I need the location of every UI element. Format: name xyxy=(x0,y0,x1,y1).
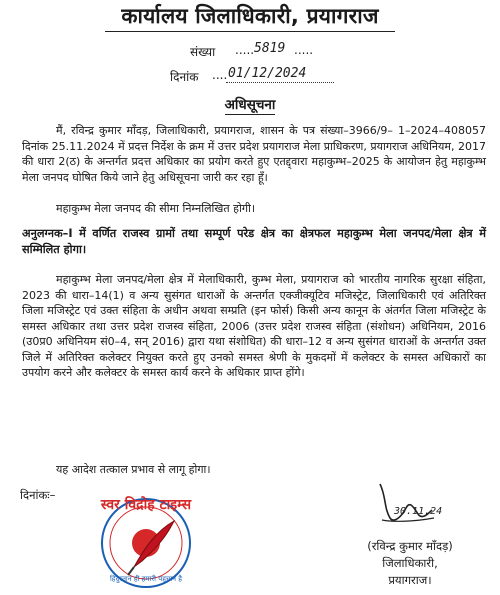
signatory-block xyxy=(330,538,490,589)
paragraph-2: महाकुम्भ मेला जनपद की सीमा निम्नलिखित होगी। xyxy=(56,202,256,215)
notice-heading: अधिसूचना xyxy=(224,97,276,113)
number-value: 5819 xyxy=(254,41,286,56)
date-label: दिनांक xyxy=(170,70,199,84)
handwritten-signature-icon xyxy=(372,478,452,528)
watermark-brand: स्वर विद्रोह टाइम्स xyxy=(100,497,192,513)
paragraph-3: अनुलग्नक–I में वर्णित राजस्व ग्रामों तथा सम्पूर्ण परेड क्षेत्र का क्षेत्रफल महाकुम्भ मेला जनपद/मेला क्षेत्र में सम्मिलित होगा। xyxy=(22,227,486,256)
signature-date: 30.11.24 xyxy=(394,506,443,517)
watermark-logo xyxy=(90,491,202,591)
watermark-tagline: हिंदुस्तान ही हमारी पहचान है xyxy=(109,575,183,583)
date-value: 01/12/2024 xyxy=(228,66,307,81)
paragraph-1: मैं, रविन्द्र कुमार माँदड़, जिलाधिकारी, प्रयागराज, शासन के पत्र संख्या–3966/9– 1–2024–408057 दिनांक 25.11.2024 में प्रदत्त निर्देश के क्रम में उत्तर प्रदेश प्रयागराज मेला प्राधिकरण, प्रयागराज अधिनियम, 2017 की धारा 2(ठ) के अन्तर्गत प्रदत्त अधिकार का प्रयोग करते हुए एतद्द्वारा महाकुम्भ–2025 के आयोजन हेतु महाकुम्भ मेला जनपद घोषित किये जाने हेतु अधिसूचना जारी कर रहा हूँ। xyxy=(22,124,486,184)
signatory-place: प्रयागराज। xyxy=(388,573,432,587)
number-label: संख्या xyxy=(190,45,216,59)
signature xyxy=(372,478,452,528)
paragraph-5: यह आदेश तत्काल प्रभाव से लागू होगा। xyxy=(56,463,211,476)
office-title: कार्यालय जिलाधिकारी, प्रयागराज xyxy=(121,4,379,28)
footer-date-label: दिनांकः– xyxy=(20,488,56,502)
paragraph-4: महाकुम्भ मेला जनपद/मेला क्षेत्र में मेलाधिकारी, कुम्भ मेला, प्रयागराज को भारतीय नागरिक सुरक्षा संहिता, 2023 की धारा–14(1) व अन्य सुसंगत धाराओं के अन्तर्गत एक्जीक्यूटिव मजिस्ट्रेट, जिलाधिकारी एवं अतिरिक्त जिला मजिस्ट्रेट एवं उक्त संहिता के अधीन अथवा सम्प्रति (इन फोर्स) किसी अन्य कानून के अंतर्गत जिला मजिस्ट्रेट के समस्त अधिकार तथा उत्तर प्रदेश राजस्व संहिता, 2006 (उत्तर प्रदेश राजस्व संहिता (संशोधन) अधिनियम, 2016 (उ0प्र0 अधिनियम सं0–4, सन् 2016) द्वारा यथा संशोधित) की धारा–12 व अन्य सुसंगत धाराओं के अन्तर्गत उक्त जिले में अतिरिक्त कलेक्टर नियुक्त करते हुए उनको समस्त श्रेणी के मुकदमों में कलेक्टर के समस्त अधिकारों का उपयोग करने और कलेक्टर के समस्त कार्य करने के अधिकार प्राप्त होंगे। xyxy=(22,273,486,379)
signatory-designation: जिलाधिकारी, xyxy=(382,556,438,570)
title-underline xyxy=(105,31,395,32)
signatory-name: (रविन्द्र कुमार माँदड़) xyxy=(367,539,453,553)
number-row: संख्या ..... 5819 ..... xyxy=(190,41,314,59)
date-row: दिनांक .... 01/12/2024 xyxy=(170,66,370,84)
